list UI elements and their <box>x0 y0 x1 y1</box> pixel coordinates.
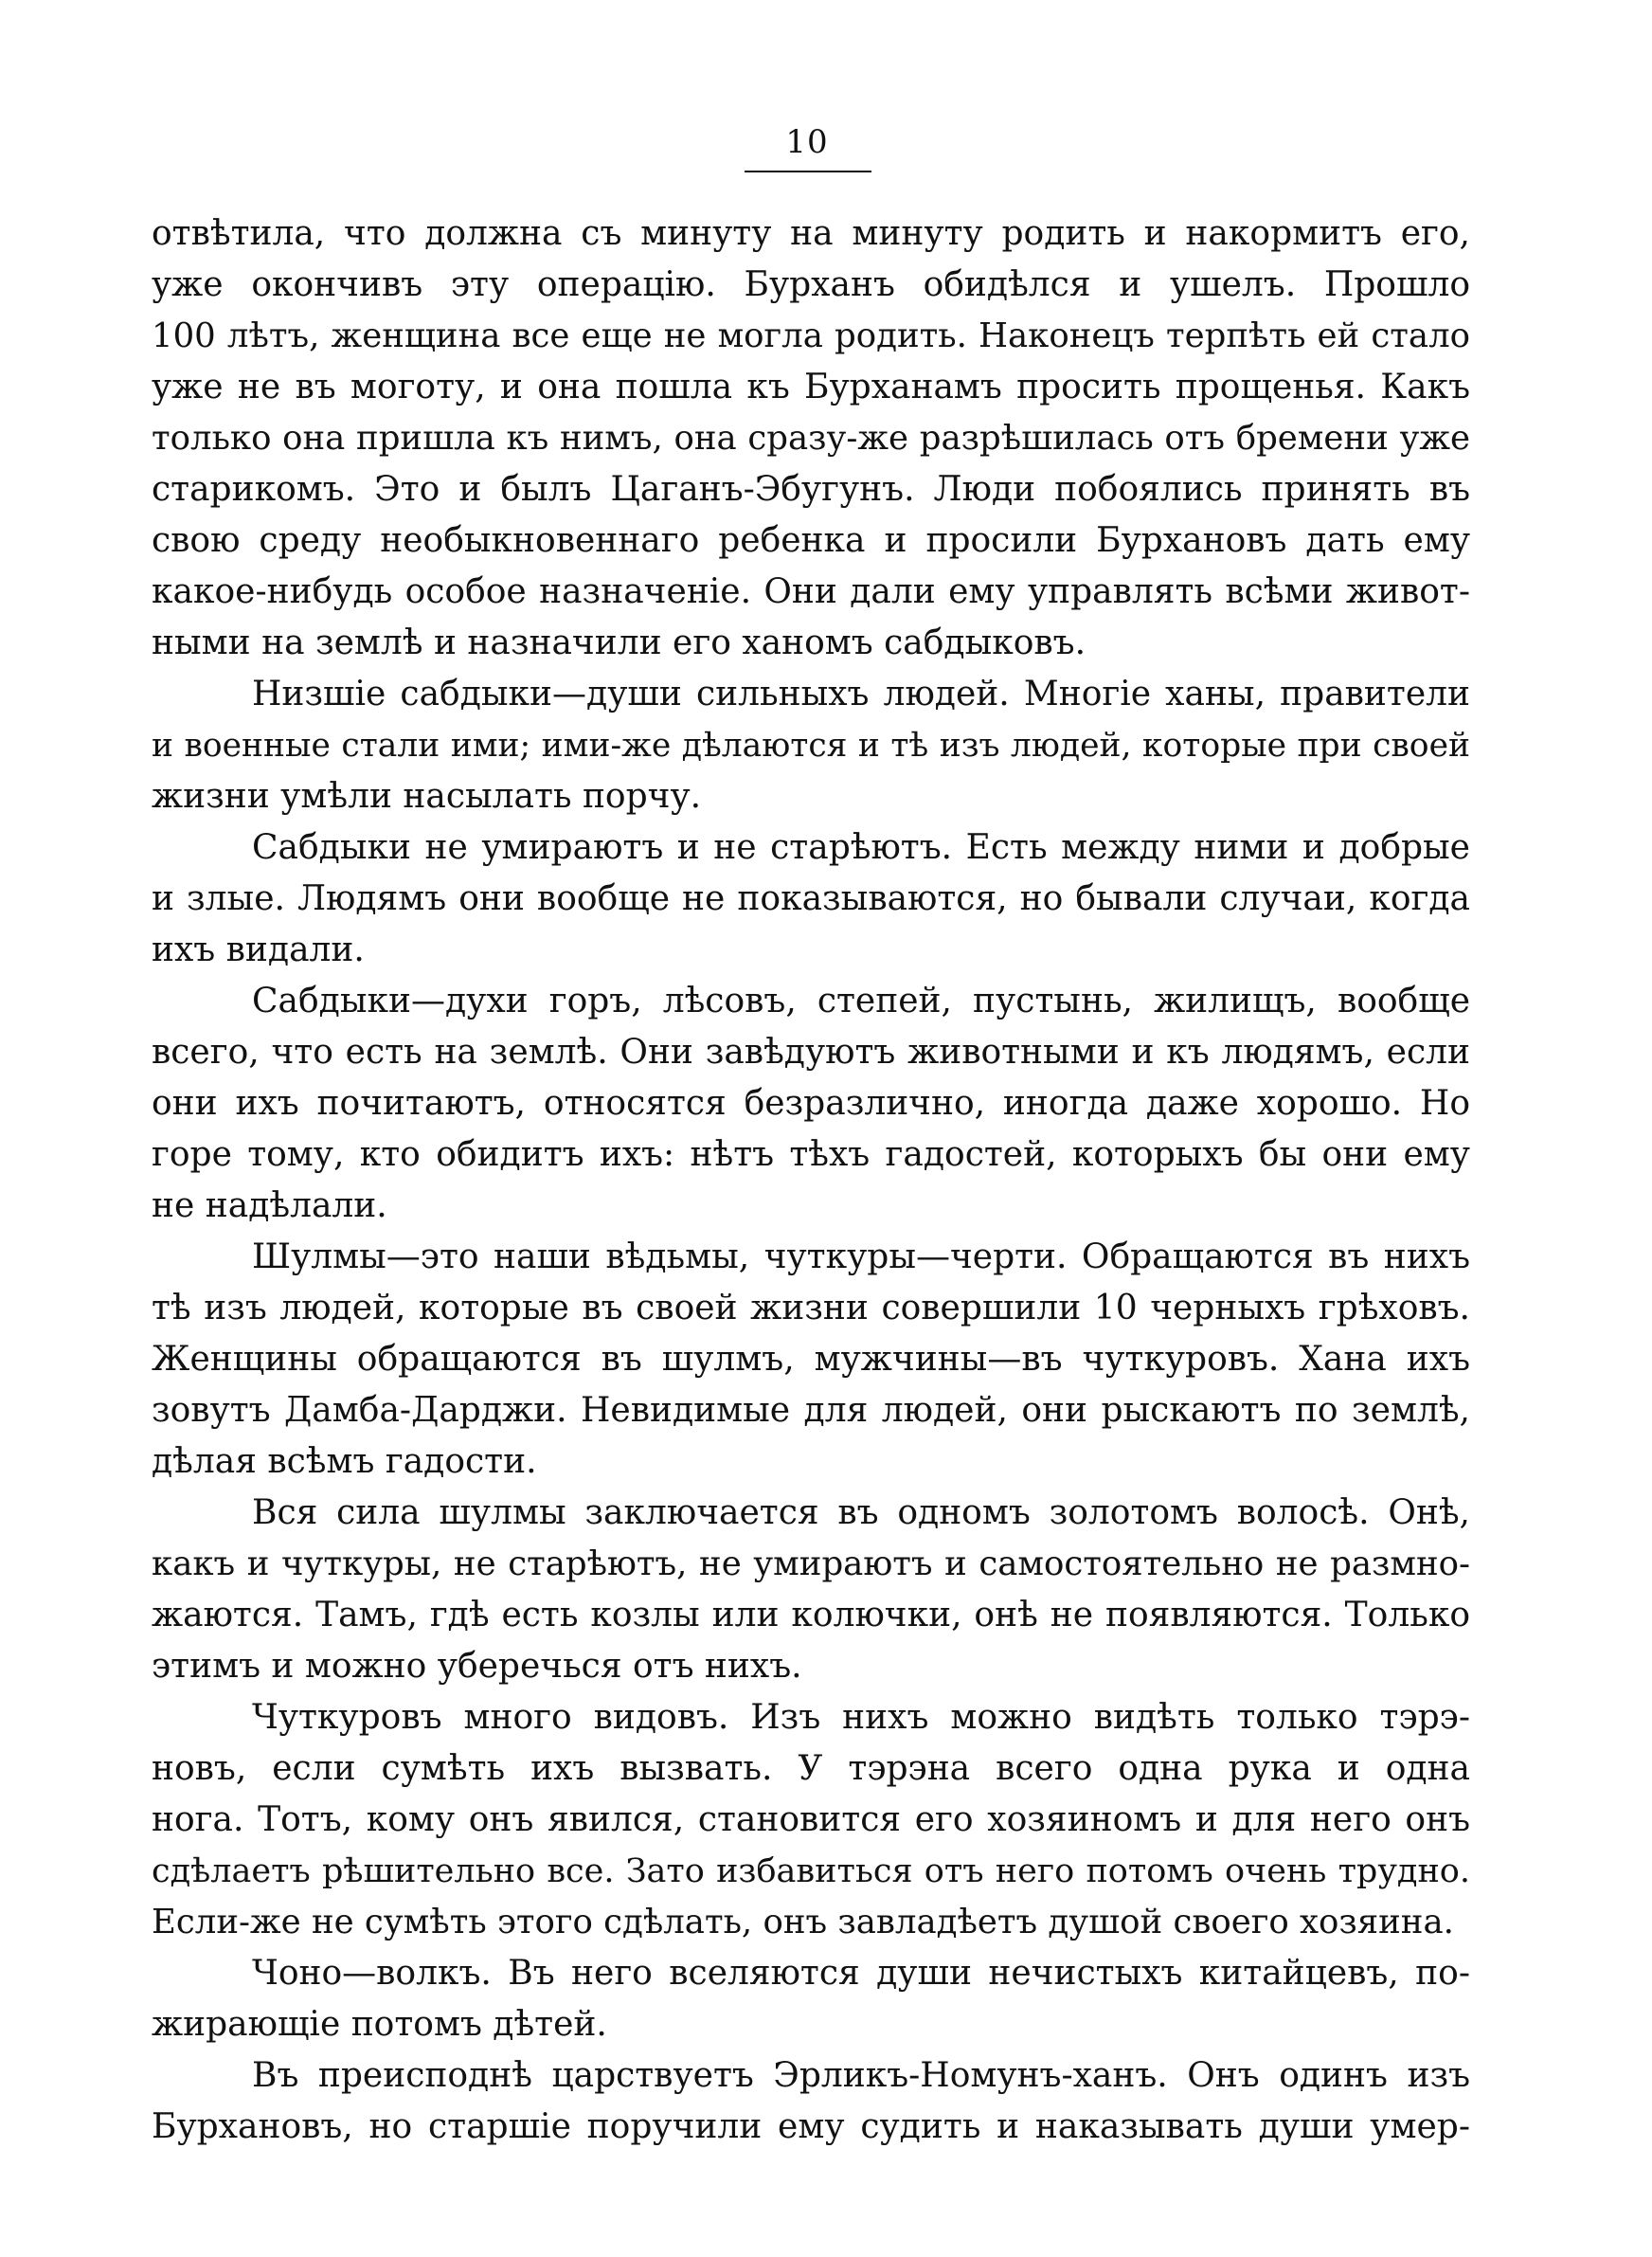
text-line: жизни умѣли насылать порчу. <box>152 777 702 816</box>
paragraph-start-line: Въ преисподнѣ царствуетъ Эрликъ-Номунъ-ханъ. Онъ одинъ изъ <box>252 2056 1470 2095</box>
text-line: ихъ видали. <box>152 930 365 969</box>
text-line: 100 лѣтъ, женщина все еще не могла родить. Наконецъ терпѣть ей стало <box>152 316 1470 355</box>
text-line: зовутъ Дамба-Дарджи. Невидимые для людей, они рыскаютъ по землѣ, <box>152 1391 1470 1430</box>
text-line: какое-нибудь особое назначеніе. Они дали ему управлять всѣми живот- <box>152 572 1470 611</box>
text-line: Если-же не сумѣть этого сдѣлать, онъ завладѣетъ душой своего хозяина. <box>152 1903 1454 1941</box>
text-line: отвѣтила, что должна съ минуту на минуту родить и накормитъ его, <box>152 214 1470 253</box>
text-line: только она пришла къ нимъ, она сразу-же разрѣшилась отъ бремени уже <box>152 419 1470 458</box>
text-line: всего, что есть на землѣ. Они завѣдуютъ животными и къ людямъ, если <box>152 1033 1470 1072</box>
paragraph-start-line: Шулмы—это наши вѣдьмы, чуткуры—черти. Обращаются въ нихъ <box>252 1237 1470 1276</box>
text-line: уже окончивъ эту операцію. Бурханъ обидѣлся и ушелъ. Прошло <box>152 265 1470 304</box>
text-line: нога. Тотъ, кому онъ явился, становится его хозяиномъ и для него онъ <box>152 1800 1470 1839</box>
paragraph-start-line: Сабдыки не умираютъ и не старѣютъ. Есть между ними и добрые <box>252 828 1470 867</box>
header-rule <box>745 171 871 172</box>
paragraph-start-line: Чоно—волкъ. Въ него вселяются души нечистыхъ китайцевъ, по- <box>252 1954 1470 1993</box>
paragraph-start-line: Вся сила шулмы заключается въ одномъ золотомъ волосѣ. Онѣ, <box>252 1493 1470 1532</box>
text-line: новъ, если сумѣть ихъ вызвать. У тэрэна всего одна рука и одна <box>152 1749 1470 1788</box>
text-line: не надѣлали. <box>152 1186 387 1225</box>
page-number: 10 <box>785 123 829 161</box>
paragraph-start-line: Чуткуровъ много видовъ. Изъ нихъ можно видѣть только тэрэ- <box>252 1698 1470 1737</box>
text-line: дѣлая всѣмъ гадости. <box>152 1442 537 1481</box>
paragraph-start-line: Низшіе сабдыки—души сильныхъ людей. Многіе ханы, правители <box>252 675 1470 713</box>
text-line: этимъ и можно уберечься отъ нихъ. <box>152 1647 802 1686</box>
text-line: старикомъ. Это и былъ Цаганъ-Эбугунъ. Люди побоялись принять въ <box>152 470 1470 509</box>
text-line: свою среду необыкновеннаго ребенка и просили Бурхановъ дать ему <box>152 521 1470 560</box>
text-line: и военные стали ими; ими-же дѣлаются и тѣ изъ людей, которые при своей <box>152 727 1470 765</box>
text-line: тѣ изъ людей, которые въ своей жизни совершили 10 черныхъ грѣховъ. <box>152 1289 1470 1327</box>
text-line: жаются. Тамъ, гдѣ есть козлы или колючки, онѣ не появляются. Только <box>152 1596 1470 1634</box>
text-line: жирающіе потомъ дѣтей. <box>152 2005 607 2044</box>
text-line: Бурхановъ, но старшіе поручили ему судить и наказывать души умер- <box>152 2107 1470 2146</box>
text-line: уже не въ моготу, и она пошла къ Бурханамъ просить прощенья. Какъ <box>152 368 1470 406</box>
text-line: они ихъ почитаютъ, относятся безразлично, иногда даже хорошо. Но <box>152 1084 1470 1123</box>
body-text <box>152 208 1470 2153</box>
text-line: горе тому, кто обидитъ ихъ: нѣтъ тѣхъ гадостей, которыхъ бы они ему <box>152 1135 1470 1174</box>
paragraph-start-line: Сабдыки—духи горъ, лѣсовъ, степей, пустынь, жилищъ, вообще <box>252 982 1470 1020</box>
text-line: и злые. Людямъ они вообще не показываются, но бывали случаи, когда <box>152 879 1470 918</box>
text-line: Женщины обращаются въ шулмъ, мужчины—въ чуткуровъ. Хана ихъ <box>152 1340 1470 1379</box>
text-line: сдѣлаетъ рѣшительно все. Зато избавиться отъ него потомъ очень трудно. <box>152 1852 1470 1890</box>
text-line: какъ и чуткуры, не старѣютъ, не умираютъ и самостоятельно не размно- <box>152 1544 1470 1583</box>
text-line: ными на землѣ и назначили его ханомъ сабдыковъ. <box>152 623 1086 662</box>
